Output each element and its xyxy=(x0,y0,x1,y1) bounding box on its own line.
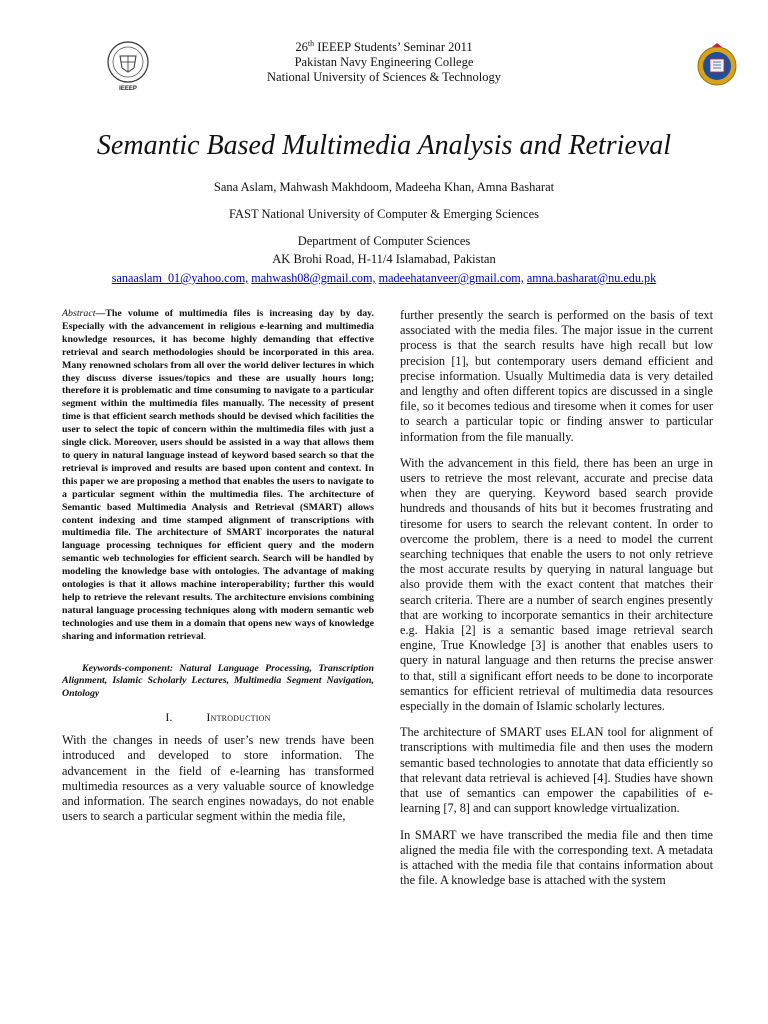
abstract: Abstract—The volume of multimedia files is increasing day by day. Especially with the advancement in religious e-learning and multimedia knowledge resources, it has become highly demanding that effective retrieval and search methodologies should be incorporated in this area. Many renowned scholars from all over the world deliver lectures in which they discuss diverse issues/topics and these are usually hours long; therefore it is problematic and time consuming to navigate to a particular segment within the multimedia files manually. The necessity of present time is that efficient search methods should be devised which facilities the user to select the topic of concern within the multimedia files with just a single click. Moreover, users should be assisted in a way that allows them to query in natural language instead of keyword based search so that the retrieval is improved and results are based upon content and context. In this paper we are proposing a method that enables the users to navigate to a particular segment within the multimedia files. The architecture of Semantic based Multimedia Analysis and Retrieval (SMART) allows content indexing and time stamped alignment of transcriptions with multimedia file. The architecture of SMART incorporates the natural language processing techniques for efficient query and the modern semantic web technologies for efficient search. Search will be handled by modeling the knowledge base with ontologies. The advantage of making ontologies is that it allows machine interoperability; further this would help to retrieve the relevant results. The architecture envisions combining natural language processing techniques along with modern semantic web technologies and use them in a domain that opens new ways of knowledge sharing and information retrieval. xyxy=(62,308,374,642)
address: AK Brohi Road, H-11/4 Islamabad, Pakistan xyxy=(272,252,496,266)
section-number: I. xyxy=(165,710,173,725)
author-emails xyxy=(40,271,728,286)
body-paragraph: In SMART we have transcribed the media file and then time aligned the media file with the corresponding text. A metadata is attached with the media file that contains information about the file. A knowledge base is attached with the system xyxy=(400,827,713,888)
department: Department of Computer Sciences xyxy=(297,234,471,248)
paper-title: Semantic Based Multimedia Analysis and Retrieval xyxy=(96,130,672,161)
seminar-line-1: 26th IEEEP Students’ Seminar 2011 xyxy=(295,38,473,54)
body-paragraph: further presently the search is performed on the basis of text associated with the media files. The major issue in the current process is that the search results have high recall but low precision [1], but contemporary users demand efficient and precise information. Usually Multimedia data is very detailed and lengthy and often different topics are discussed in a single file, so it becomes tedious and tiresome when it comes for user to search a particular topic or finding answer to particular information from the file manually. xyxy=(400,308,713,444)
email-link[interactable]: madeehatanveer@gmail.com, xyxy=(378,271,524,285)
abstract-label: Abstract xyxy=(62,308,96,319)
section-heading-introduction xyxy=(62,710,374,725)
svg-text:IEEEP: IEEEP xyxy=(119,86,137,92)
institution: FAST National University of Computer & Emerging Sciences xyxy=(228,207,540,221)
body-paragraph: The architecture of SMART uses ELAN tool for alignment of transcriptions with multimedia file and then uses the modern semantic based technologies to annotate that data efficiently so that relevant data retrieval is achieved [4]. Studies have shown that use of semantics can empower the capabilities of e-learning [7, 8] and can support knowledge virtualization. xyxy=(400,725,713,816)
keywords: Keywords-component: Natural Language Processing, Transcription Alignment, Islamic Scholarly Lectures, Multimedia Segment Navigation, Ontology xyxy=(62,662,374,700)
seminar-line-2: Pakistan Navy Engineering College xyxy=(294,55,474,69)
section-title: Introduction xyxy=(206,710,271,725)
email-link[interactable]: mahwash08@gmail.com, xyxy=(251,271,376,285)
right-column xyxy=(400,308,713,899)
ieeep-logo xyxy=(104,40,152,92)
seminar-header xyxy=(200,40,568,85)
email-link[interactable]: amna.basharat@nu.edu.pk xyxy=(526,271,657,285)
email-link[interactable]: sanaaslam_01@yahoo.com, xyxy=(111,271,249,285)
body-paragraph: With the advancement in this field, there has been an urge in users to retrieve the most relevant, accurate and precise data when they are querying. Keyword based search provide hundreds and thousands of hits but it becomes frustrating and tiresome for users to search the relevant content. In order to overcome the problem, there is a need to model the current searching techniques that enable the users to not only retrieve the most accurate results by querying in natural language but also provide them with the exact content that matches their search criteria. There are a number of search engines presently that are working to incorporate semantics in their architecture e.g. Hakia [2] is a semantic based image retrieval search engine, True Knowledge [3] is another that enables users to query in natural language and then returns the precise answer to that, still a significant effort needs to be done to incorporate semantics for efficient retrieval of multimedia data resources especially in the domain of Islamic scholarly lectures. xyxy=(400,455,713,714)
intro-paragraph: With the changes in needs of user’s new trends have been introduced and developed to store information. The advancement in the field of e-learning has transformed multimedia resources as a very valuable source of knowledge and information. The search engines nowadays, do not enable users to search a particular segment within the media file, xyxy=(62,733,374,824)
left-column xyxy=(62,308,374,836)
seminar-line-3: National University of Sciences & Technology xyxy=(267,70,501,84)
authors: Sana Aslam, Mahwash Makhdoom, Madeeha Khan, Amna Basharat xyxy=(213,180,555,194)
pnec-crest-logo xyxy=(695,42,739,88)
abstract-text: The volume of multimedia files is increasing day by day. Especially with the advancement in religious e-learning and multimedia knowledge resources, it has become highly demanding that effective retrieval and search methodologies should be incorporated in this area. Many renowned scholars from all over the world deliver lectures in which they discuss diverse issues/topics and these are usually hours long; therefore it is problematic and time consuming to navigate to a particular segment within the multimedia files manually. The necessity of present time is that efficient search methods should be devised which facilities the user to select the topic of concern within the multimedia files with just a single click. Moreover, users should be assisted in a way that allows them to query in natural language instead of keyword based search so that the retrieval is improved and results are based upon content and context. In this paper we are proposing a method that enables the users to navigate to a particular segment within the multimedia files. The architecture of Semantic based Multimedia Analysis and Retrieval (SMART) allows content indexing and time stamped alignment of transcriptions with multimedia file. The architecture of SMART incorporates the natural language processing techniques for efficient query and the modern semantic web technologies for efficient search. Search will be handled by modeling the knowledge base with ontologies. The advantage of making ontologies is that it allows machine interoperability; further this would help to retrieve the relevant results. The architecture envisions combining natural language processing techniques along with modern semantic web technologies and use them in a domain that opens new ways of knowledge sharing and information retrieval xyxy=(62,308,374,642)
